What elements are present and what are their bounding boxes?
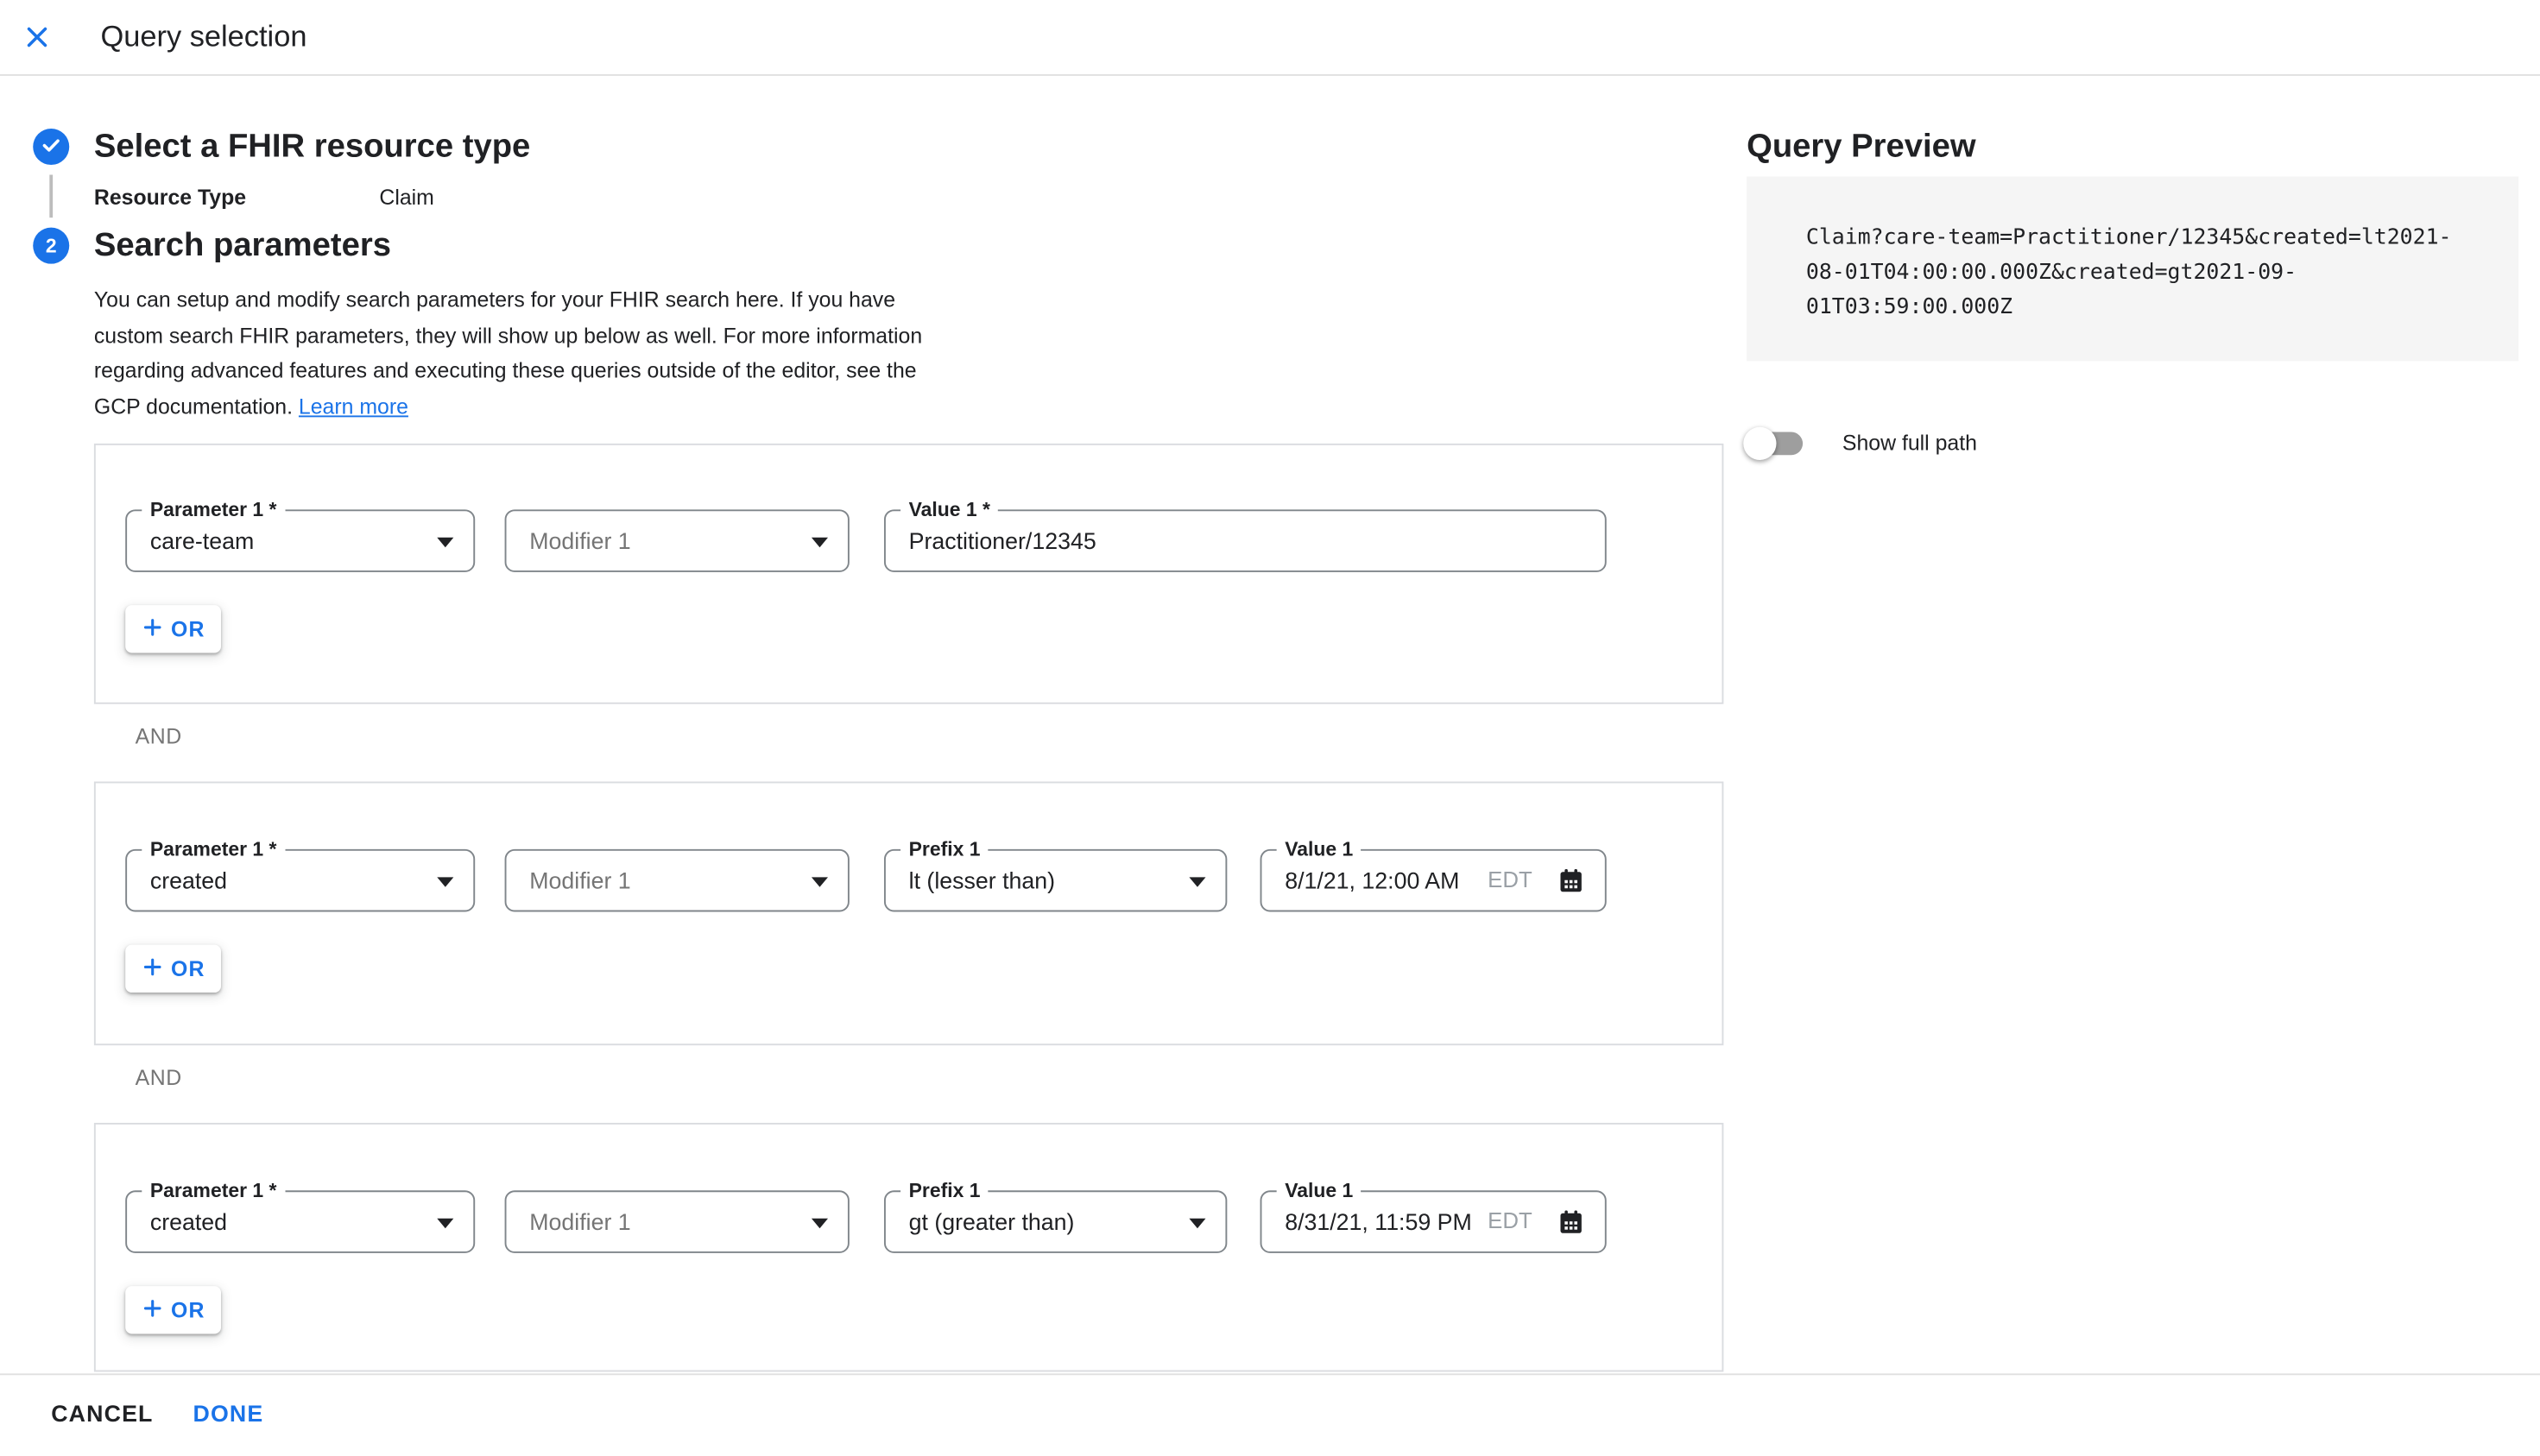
cancel-button[interactable]: CANCEL xyxy=(51,1389,153,1438)
parameter-select[interactable] xyxy=(125,1178,475,1253)
parameter-select[interactable] xyxy=(125,837,475,912)
description-line: You can setup and modify search parameters for your FHIR search here. If you have xyxy=(93,287,896,312)
or-button-label: OR xyxy=(170,616,205,642)
query-preview-title: Query Preview xyxy=(1747,129,1976,166)
step2-title: Search parameters xyxy=(93,227,391,264)
resource-type-label: Resource Type xyxy=(93,184,247,210)
timezone-label: EDT xyxy=(1488,1208,1532,1233)
modifier-select[interactable] xyxy=(505,509,850,572)
description-line: custom search FHIR parameters, they will show up below as well. For more information xyxy=(93,322,923,348)
step1-title: Select a FHIR resource type xyxy=(93,129,531,166)
calendar-icon[interactable] xyxy=(1557,1208,1584,1236)
stepper-connector xyxy=(49,175,53,218)
dialog-footer xyxy=(0,1373,2540,1456)
parameter-label: Parameter 1 * xyxy=(142,837,285,860)
modifier-placeholder: Modifier 1 xyxy=(529,1208,631,1235)
datetime-value: 8/1/21, 12:00 AM xyxy=(1285,867,1460,894)
datetime-value: 8/31/21, 11:59 PM xyxy=(1285,1208,1472,1235)
value-datetime-field[interactable] xyxy=(1261,837,1607,912)
chevron-down-icon xyxy=(812,538,828,547)
value-input[interactable] xyxy=(909,513,1589,569)
step2-number: 2 xyxy=(45,234,57,258)
step2-indicator xyxy=(33,228,69,264)
and-separator: AND xyxy=(135,723,182,749)
query-preview-line: 08-01T04:00:00.000Z&created=gt2021-09- xyxy=(1805,260,2297,286)
value-label: Value 1 xyxy=(1277,1179,1362,1202)
prefix-label: Prefix 1 xyxy=(900,1179,989,1202)
plus-icon xyxy=(142,1297,163,1324)
modifier-placeholder: Modifier 1 xyxy=(529,867,631,894)
prefix-value: gt (greater than) xyxy=(908,1208,1075,1235)
or-button-label: OR xyxy=(170,956,205,981)
chevron-down-icon xyxy=(437,877,453,886)
parameter-value: created xyxy=(149,867,228,894)
value-label: Value 1 * xyxy=(900,498,998,521)
plus-icon xyxy=(142,955,163,982)
parameter-select[interactable] xyxy=(125,497,475,572)
step2-description xyxy=(94,282,1116,424)
calendar-icon[interactable] xyxy=(1557,867,1584,895)
timezone-label: EDT xyxy=(1488,867,1532,892)
modifier-select[interactable] xyxy=(505,1190,850,1253)
close-button[interactable] xyxy=(20,20,54,54)
add-or-button[interactable] xyxy=(125,605,221,652)
or-button-label: OR xyxy=(170,1297,205,1323)
chevron-down-icon xyxy=(1189,877,1205,886)
chevron-down-icon xyxy=(437,538,453,547)
prefix-select[interactable] xyxy=(884,1178,1227,1253)
add-or-button[interactable] xyxy=(125,1286,221,1333)
done-button[interactable]: DONE xyxy=(193,1389,264,1438)
prefix-value: lt (lesser than) xyxy=(908,867,1056,894)
chevron-down-icon xyxy=(1189,1219,1205,1228)
parameter-group-3 xyxy=(94,1123,1723,1371)
step1-indicator xyxy=(33,129,69,165)
parameter-label: Parameter 1 * xyxy=(142,498,285,521)
description-line: regarding advanced features and executing these queries outside of the editor, see the xyxy=(93,357,917,383)
check-icon xyxy=(40,133,63,161)
description-line: GCP documentation. xyxy=(93,393,294,419)
parameter-group-2 xyxy=(94,782,1723,1046)
toggle-thumb xyxy=(1743,427,1776,460)
query-preview-line: 01T03:59:00.000Z xyxy=(1805,294,2013,320)
close-icon xyxy=(23,31,51,56)
query-preview-line: Claim?care-team=Practitioner/12345&created=lt2021- xyxy=(1805,225,2452,251)
plus-icon xyxy=(142,616,163,643)
chevron-down-icon xyxy=(812,1219,828,1228)
add-or-button[interactable] xyxy=(125,945,221,993)
dialog-header xyxy=(0,0,2540,76)
show-full-path-label: Show full path xyxy=(1842,430,1977,456)
parameter-group-1 xyxy=(94,444,1723,704)
dialog-title: Query selection xyxy=(100,19,307,54)
value-input-field[interactable] xyxy=(884,497,1607,572)
and-separator: AND xyxy=(135,1065,182,1090)
resource-type-value: Claim xyxy=(379,184,434,210)
chevron-down-icon xyxy=(812,877,828,886)
value-label: Value 1 xyxy=(1277,837,1362,860)
prefix-label: Prefix 1 xyxy=(900,837,989,860)
query-preview-box xyxy=(1747,176,2518,361)
parameter-value: created xyxy=(149,1208,228,1235)
parameter-value: care-team xyxy=(149,527,255,554)
value-datetime-field[interactable] xyxy=(1261,1178,1607,1253)
show-full-path-toggle[interactable] xyxy=(1743,427,1809,460)
modifier-select[interactable] xyxy=(505,849,850,912)
prefix-select[interactable] xyxy=(884,837,1227,912)
learn-more-link[interactable]: Learn more xyxy=(298,393,408,419)
modifier-placeholder: Modifier 1 xyxy=(529,527,631,554)
chevron-down-icon xyxy=(437,1219,453,1228)
parameter-label: Parameter 1 * xyxy=(142,1179,285,1202)
